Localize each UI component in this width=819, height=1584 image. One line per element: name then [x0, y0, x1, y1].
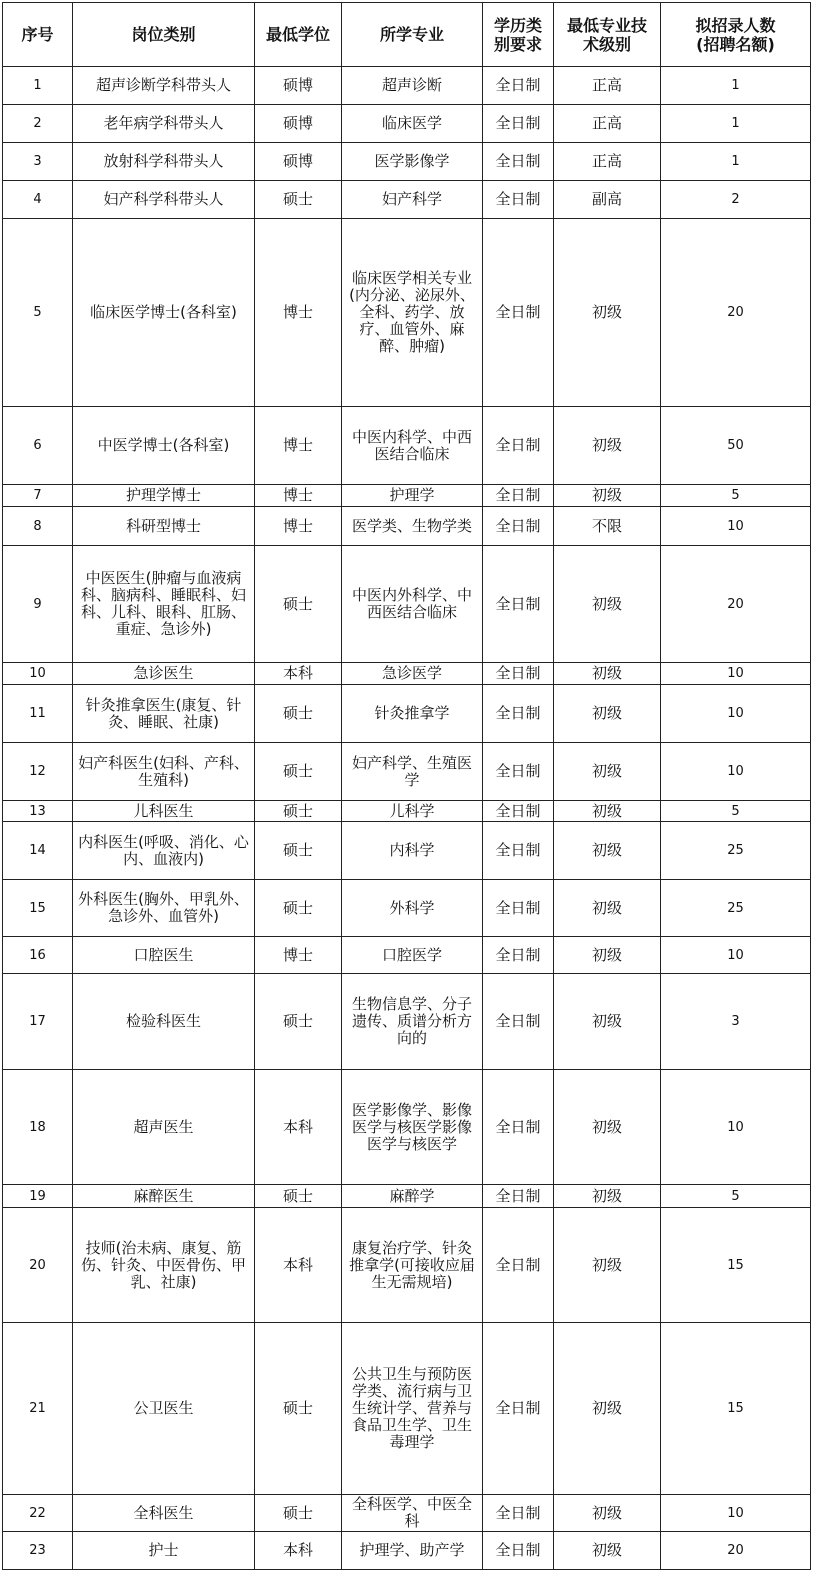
- major-cell: 医学影像学、影像医学与核医学影像医学与核医学: [342, 1070, 483, 1185]
- title-level-cell: 正高: [554, 105, 661, 143]
- education-type-cell: 全日制: [483, 485, 554, 507]
- degree-cell: 硕士: [255, 1495, 342, 1532]
- seq-cell: 3: [3, 143, 73, 181]
- degree-cell: 博士: [255, 507, 342, 546]
- table-row: [3, 663, 811, 685]
- seq-cell: 17: [3, 974, 73, 1070]
- seq-cell: 20: [3, 1208, 73, 1323]
- hiring-count-cell: 2: [661, 181, 811, 219]
- hiring-count-cell: 10: [661, 937, 811, 974]
- seq-cell: 18: [3, 1070, 73, 1185]
- degree-cell: 硕士: [255, 1185, 342, 1208]
- header-hiring-count-line2: (招聘名额): [696, 34, 775, 54]
- hiring-count-cell: 15: [661, 1208, 811, 1323]
- category-cell: 全科医生: [73, 1495, 255, 1532]
- degree-cell: 硕士: [255, 743, 342, 801]
- major-cell: 麻醉学: [342, 1185, 483, 1208]
- table-row: [3, 181, 811, 219]
- education-type-cell: 全日制: [483, 743, 554, 801]
- table-row: [3, 1495, 811, 1532]
- header-education-type-line2: 别要求: [493, 34, 542, 54]
- title-level-cell: 初级: [554, 1208, 661, 1323]
- category-cell: 中医医生(肿瘤与血液病科、脑病科、睡眠科、妇科、儿科、眼科、肛肠、重症、急诊外): [73, 546, 255, 663]
- table-row: [3, 1185, 811, 1208]
- major-cell: 护理学: [342, 485, 483, 507]
- degree-cell: 硕博: [255, 143, 342, 181]
- education-type-cell: 全日制: [483, 1495, 554, 1532]
- major-cell: 康复治疗学、针灸推拿学(可接收应届生无需规培): [342, 1208, 483, 1323]
- degree-cell: 硕士: [255, 181, 342, 219]
- table-row: [3, 67, 811, 105]
- table-row: [3, 801, 811, 822]
- header-seq: 序号: [3, 3, 73, 67]
- category-cell: 妇产科医生(妇科、产科、生殖科): [73, 743, 255, 801]
- category-cell: 口腔医生: [73, 937, 255, 974]
- header-degree: 最低学位: [255, 3, 342, 67]
- seq-cell: 11: [3, 685, 73, 743]
- seq-cell: 15: [3, 880, 73, 937]
- major-cell: [342, 219, 483, 407]
- table-row: [3, 143, 811, 181]
- seq-cell: 19: [3, 1185, 73, 1208]
- seq-cell: 6: [3, 407, 73, 485]
- table-row: [3, 937, 811, 974]
- education-type-cell: 全日制: [483, 685, 554, 743]
- education-type-cell: 全日制: [483, 663, 554, 685]
- major-cell: 急诊医学: [342, 663, 483, 685]
- category-cell: 护士: [73, 1532, 255, 1570]
- seq-cell: 12: [3, 743, 73, 801]
- header-education-type-line1: 学历类: [493, 15, 542, 35]
- hiring-count-cell: 10: [661, 663, 811, 685]
- hiring-count-cell: 20: [661, 219, 811, 407]
- table-row: [3, 1532, 811, 1570]
- major-cell: 全科医学、中医全科: [342, 1495, 483, 1532]
- major-cell: 儿科学: [342, 801, 483, 822]
- degree-cell: 博士: [255, 485, 342, 507]
- seq-cell: 22: [3, 1495, 73, 1532]
- table-row: [3, 485, 811, 507]
- education-type-cell: 全日制: [483, 143, 554, 181]
- title-level-cell: 初级: [554, 485, 661, 507]
- title-level-cell: 初级: [554, 880, 661, 937]
- table-row: [3, 880, 811, 937]
- degree-cell: 硕士: [255, 1323, 342, 1495]
- hiring-count-cell: 10: [661, 1495, 811, 1532]
- education-type-cell: 全日制: [483, 105, 554, 143]
- hiring-count-cell: 50: [661, 407, 811, 485]
- education-type-cell: 全日制: [483, 1185, 554, 1208]
- category-cell: 护理学博士: [73, 485, 255, 507]
- category-cell: 妇产科学科带头人: [73, 181, 255, 219]
- title-level-cell: 初级: [554, 219, 661, 407]
- category-cell: 中医学博士(各科室): [73, 407, 255, 485]
- education-type-cell: 全日制: [483, 1532, 554, 1570]
- header-title-level-line1: 最低专业技: [566, 15, 647, 35]
- header-major: 所学专业: [342, 3, 483, 67]
- table-row: [3, 685, 811, 743]
- hiring-count-cell: 3: [661, 974, 811, 1070]
- header-title-level: [554, 3, 661, 67]
- degree-cell: 本科: [255, 663, 342, 685]
- education-type-cell: 全日制: [483, 219, 554, 407]
- table-row: [3, 407, 811, 485]
- category-cell: 检验科医生: [73, 974, 255, 1070]
- seq-cell: 23: [3, 1532, 73, 1570]
- title-level-cell: 正高: [554, 143, 661, 181]
- category-cell: 麻醉医生: [73, 1185, 255, 1208]
- table-row: [3, 822, 811, 880]
- hiring-count-cell: 1: [661, 67, 811, 105]
- seq-cell: 16: [3, 937, 73, 974]
- category-cell: 公卫医生: [73, 1323, 255, 1495]
- hiring-count-cell: 1: [661, 143, 811, 181]
- category-cell: 放射科学科带头人: [73, 143, 255, 181]
- major-cell: 医学类、生物学类: [342, 507, 483, 546]
- table-row: [3, 743, 811, 801]
- title-level-cell: 不限: [554, 507, 661, 546]
- hiring-count-cell: 5: [661, 485, 811, 507]
- major-cell: 口腔医学: [342, 937, 483, 974]
- degree-cell: 博士: [255, 407, 342, 485]
- degree-cell: 博士: [255, 219, 342, 407]
- category-cell: 技师(治未病、康复、筋伤、针灸、中医骨伤、甲乳、社康): [73, 1208, 255, 1323]
- education-type-cell: 全日制: [483, 822, 554, 880]
- education-type-cell: 全日制: [483, 974, 554, 1070]
- major-cell: 中医内科学、中西医结合临床: [342, 407, 483, 485]
- degree-cell: 本科: [255, 1532, 342, 1570]
- major-cell: 针灸推拿学: [342, 685, 483, 743]
- category-cell: 超声医生: [73, 1070, 255, 1185]
- title-level-cell: 初级: [554, 801, 661, 822]
- hiring-count-cell: 25: [661, 822, 811, 880]
- header-education-type: [483, 3, 554, 67]
- table-row: [3, 1070, 811, 1185]
- hiring-count-cell: 10: [661, 1070, 811, 1185]
- education-type-cell: 全日制: [483, 1323, 554, 1495]
- table-row: [3, 546, 811, 663]
- title-level-cell: 初级: [554, 743, 661, 801]
- category-cell: 老年病学科带头人: [73, 105, 255, 143]
- title-level-cell: 初级: [554, 1070, 661, 1185]
- title-level-cell: 初级: [554, 1495, 661, 1532]
- major-cell: 临床医学: [342, 105, 483, 143]
- seq-cell: 7: [3, 485, 73, 507]
- title-level-cell: 初级: [554, 822, 661, 880]
- major-cell: 公共卫生与预防医学类、流行病与卫生统计学、营养与食品卫生学、卫生毒理学: [342, 1323, 483, 1495]
- degree-cell: 硕士: [255, 822, 342, 880]
- category-cell: 儿科医生: [73, 801, 255, 822]
- title-level-cell: 初级: [554, 974, 661, 1070]
- category-cell: 外科医生(胸外、甲乳外、急诊外、血管外): [73, 880, 255, 937]
- seq-cell: 5: [3, 219, 73, 407]
- education-type-cell: 全日制: [483, 880, 554, 937]
- table-row: [3, 1323, 811, 1495]
- hiring-count-cell: 20: [661, 1532, 811, 1570]
- major-cell-detail: (内分泌、泌尿外、全科、药学、放疗、血管外、麻醉、肿瘤): [349, 286, 475, 355]
- title-level-cell: 初级: [554, 1323, 661, 1495]
- title-level-cell: 初级: [554, 407, 661, 485]
- seq-cell: 8: [3, 507, 73, 546]
- degree-cell: 博士: [255, 937, 342, 974]
- seq-cell: 2: [3, 105, 73, 143]
- hiring-count-cell: 10: [661, 743, 811, 801]
- seq-cell: 1: [3, 67, 73, 105]
- seq-cell: 10: [3, 663, 73, 685]
- degree-cell: 硕博: [255, 67, 342, 105]
- hiring-count-cell: 5: [661, 801, 811, 822]
- major-cell: 超声诊断: [342, 67, 483, 105]
- degree-cell: 硕士: [255, 880, 342, 937]
- title-level-cell: 初级: [554, 663, 661, 685]
- table-row: [3, 507, 811, 546]
- hiring-count-cell: 20: [661, 546, 811, 663]
- header-hiring-count: [661, 3, 811, 67]
- major-cell: 生物信息学、分子遗传、质谱分析方向的: [342, 974, 483, 1070]
- seq-cell: 4: [3, 181, 73, 219]
- education-type-cell: 全日制: [483, 1208, 554, 1323]
- title-level-cell: 副高: [554, 181, 661, 219]
- major-cell: 妇产科学: [342, 181, 483, 219]
- title-level-cell: 初级: [554, 937, 661, 974]
- education-type-cell: 全日制: [483, 507, 554, 546]
- category-cell: 内科医生(呼吸、消化、心内、血液内): [73, 822, 255, 880]
- title-level-cell: 初级: [554, 1185, 661, 1208]
- education-type-cell: 全日制: [483, 801, 554, 822]
- degree-cell: 本科: [255, 1208, 342, 1323]
- table-row: [3, 1208, 811, 1323]
- recruitment-table: [2, 2, 811, 1570]
- hiring-count-cell: 25: [661, 880, 811, 937]
- major-cell: 内科学: [342, 822, 483, 880]
- hiring-count-cell: 10: [661, 685, 811, 743]
- header-hiring-count-line1: 拟招录人数: [695, 15, 776, 35]
- degree-cell: 硕士: [255, 801, 342, 822]
- education-type-cell: 全日制: [483, 546, 554, 663]
- seq-cell: 13: [3, 801, 73, 822]
- seq-cell: 9: [3, 546, 73, 663]
- education-type-cell: 全日制: [483, 181, 554, 219]
- category-cell: 科研型博士: [73, 507, 255, 546]
- header-row: [3, 3, 811, 67]
- major-cell: 中医内外科学、中西医结合临床: [342, 546, 483, 663]
- category-cell: 临床医学博士(各科室): [73, 219, 255, 407]
- degree-cell: 硕士: [255, 685, 342, 743]
- education-type-cell: 全日制: [483, 937, 554, 974]
- degree-cell: 硕士: [255, 974, 342, 1070]
- hiring-count-cell: 1: [661, 105, 811, 143]
- header-category: 岗位类别: [73, 3, 255, 67]
- category-cell: 针灸推拿医生(康复、针灸、睡眠、社康): [73, 685, 255, 743]
- degree-cell: 本科: [255, 1070, 342, 1185]
- degree-cell: 硕士: [255, 546, 342, 663]
- title-level-cell: 正高: [554, 67, 661, 105]
- major-cell: 妇产科学、生殖医学: [342, 743, 483, 801]
- major-cell-title: 临床医学相关专业: [351, 269, 472, 287]
- table-row: [3, 219, 811, 407]
- title-level-cell: 初级: [554, 546, 661, 663]
- education-type-cell: 全日制: [483, 67, 554, 105]
- major-cell: 外科学: [342, 880, 483, 937]
- title-level-cell: 初级: [554, 685, 661, 743]
- table-row: [3, 974, 811, 1070]
- major-cell: 护理学、助产学: [342, 1532, 483, 1570]
- hiring-count-cell: 10: [661, 507, 811, 546]
- header-title-level-line2: 术级别: [582, 34, 631, 54]
- seq-cell: 14: [3, 822, 73, 880]
- category-cell: 急诊医生: [73, 663, 255, 685]
- education-type-cell: 全日制: [483, 407, 554, 485]
- degree-cell: 硕博: [255, 105, 342, 143]
- table-row: [3, 105, 811, 143]
- category-cell: 超声诊断学科带头人: [73, 67, 255, 105]
- title-level-cell: 初级: [554, 1532, 661, 1570]
- seq-cell: 21: [3, 1323, 73, 1495]
- hiring-count-cell: 15: [661, 1323, 811, 1495]
- education-type-cell: 全日制: [483, 1070, 554, 1185]
- major-cell: 医学影像学: [342, 143, 483, 181]
- hiring-count-cell: 5: [661, 1185, 811, 1208]
